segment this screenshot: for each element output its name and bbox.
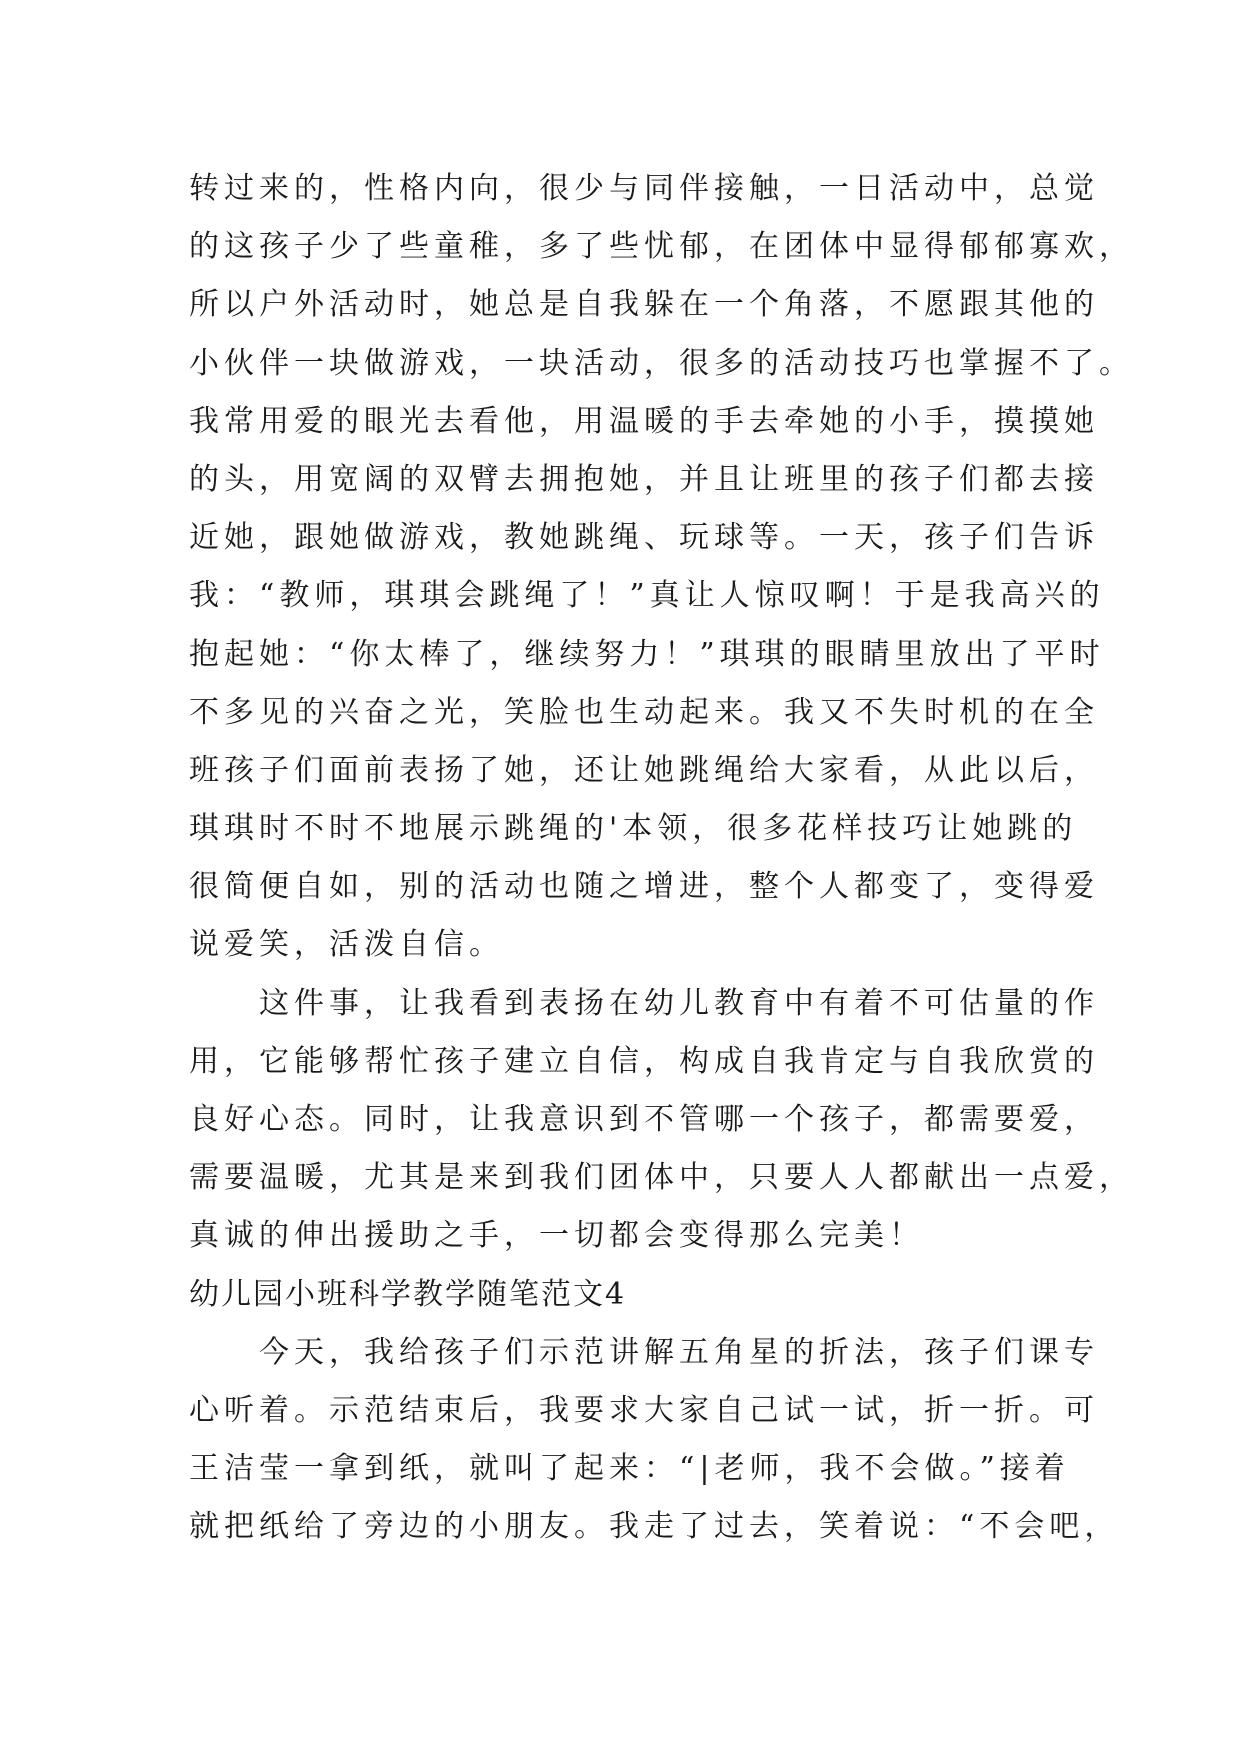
text-line: 的这孩子少了些童稚，多了些忧郁，在团体中显得郁郁寡欢， [189,229,1134,265]
text-line: 说爱笑，活泼自信。 [189,927,504,963]
text-line: 心听着。示范结束后，我要求大家自己试一试，折一折。可 [189,1392,1099,1428]
text-line: 不多见的兴奋之光，笑脸也生动起来。我又不失时机的在全 [189,694,1099,730]
text-line: 这件事，让我看到表扬在幼儿教育中有着不可估量的作 [259,985,1099,1021]
section-heading: 幼儿园小班科学教学随笔范文4 [189,1276,627,1312]
text-line: 王洁莹一拿到纸，就叫了起来：“|老师，我不会做。”接着 [189,1451,1070,1487]
text-line: 抱起她：“你太棒了，继续努力！”琪琪的眼睛里放出了平时 [189,636,1105,672]
text-line: 今天，我给孩子们示范讲解五角星的折法，孩子们课专 [259,1334,1099,1370]
text-line: 需要温暖，尤其是来到我们团体中，只要人人都献出一点爱， [189,1160,1134,1196]
text-line: 良好心态。同时，让我意识到不管哪一个孩子，都需要爱， [189,1102,1099,1137]
text-line: 琪琪时不时不地展示跳绳的'本领，很多花样技巧让她跳的 [189,811,1078,847]
text-line: 转过来的，性格内向，很少与同伴接触，一日活动中，总觉 [189,171,1099,206]
text-line: 所以户外活动时，她总是自我躲在一个角落，不愿跟其他的 [189,287,1099,323]
text-line: 近她，跟她做游戏，教她跳绳、玩球等。一天，孩子们告诉 [189,520,1099,556]
document-body [189,160,1134,1557]
text-line: 就把纸给了旁边的小朋友。我走了过去，笑着说：“不会吧， [189,1509,1120,1545]
text-line: 很简便自如，别的活动也随之增进，整个人都变了，变得爱 [189,869,1099,905]
text-line: 我常用爱的眼光去看他，用温暖的手去牵她的小手，摸摸她 [189,403,1099,439]
text-line: 的头，用宽阔的双臂去拥抱她，并且让班里的孩子们都去接 [189,461,1099,497]
text-line: 小伙伴一块做游戏，一块活动，很多的活动技巧也掌握不了。 [189,345,1134,381]
text-line: 班孩子们面前表扬了她，还让她跳绳给大家看，从此以后， [189,752,1099,788]
text-line: 我：“教师，琪琪会跳绳了！”真让人惊叹啊！于是我高兴的 [189,578,1105,614]
text-line: 真诚的伸出援助之手，一切都会变得那么完美！ [189,1218,924,1254]
text-line: 用，它能够帮忙孩子建立自信，构成自我肯定与自我欣赏的 [189,1043,1099,1079]
